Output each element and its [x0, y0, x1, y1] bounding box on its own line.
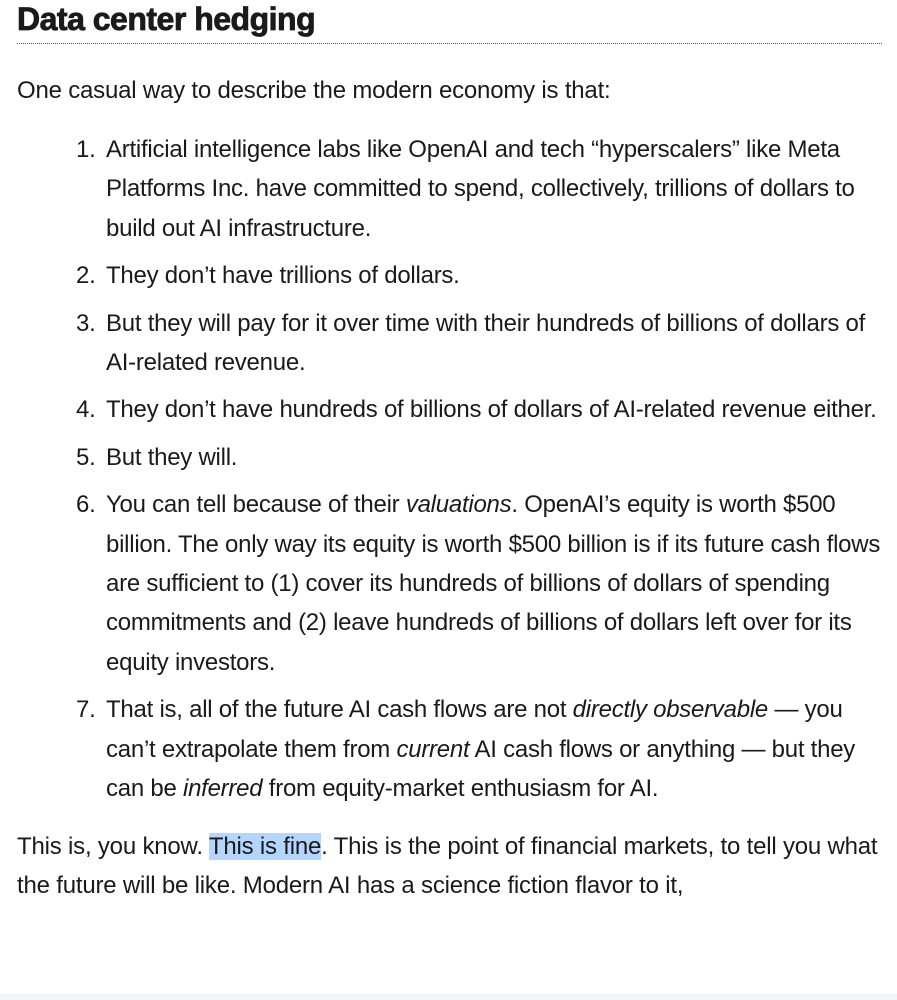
list-item-text: Artificial intelligence labs like OpenAI and tech “hyperscalers” like Meta Platforms Inc. have committed to spend, collectively, trillions of dollars to build out AI infrastructure. — [106, 136, 855, 242]
text-run: — you can’t extrapolate them from — [106, 696, 843, 763]
list-item-text — [106, 696, 855, 802]
bottom-edge — [0, 994, 897, 1000]
title-divider — [17, 43, 882, 44]
article-body — [17, 0, 882, 905]
list-number: 7. — [76, 696, 96, 724]
list-number: 2. — [76, 262, 96, 290]
text-run: That is, all of the future AI cash flows are not — [106, 696, 573, 724]
section-title: Data center hedging — [17, 1, 316, 37]
text-run: You can tell because of their — [106, 491, 406, 519]
text-run: This is, you know. — [17, 832, 209, 860]
list-number: 3. — [76, 309, 96, 337]
list-item — [17, 438, 882, 477]
list-item — [17, 304, 882, 383]
selected-text-highlight[interactable]: This is fine — [208, 832, 322, 860]
list-item — [17, 130, 882, 248]
list-number: 4. — [76, 396, 96, 424]
intro-paragraph: One casual way to describe the modern economy is that: — [17, 77, 611, 104]
list-item-text: But they will. — [106, 443, 238, 471]
following-paragraph — [17, 827, 882, 905]
text-run: from equity-market enthusiasm for AI. — [262, 775, 659, 803]
list-number: 5. — [76, 443, 96, 471]
emphasis-inferred: inferred — [182, 775, 263, 803]
list-number: 1. — [76, 136, 96, 163]
emphasis-current: current — [396, 735, 470, 763]
numbered-list — [17, 130, 882, 809]
list-item — [17, 390, 882, 429]
list-item — [17, 690, 882, 808]
emphasis-valuations: valuations — [405, 491, 512, 519]
list-item-text: They don’t have hundreds of billions of dollars of AI-related revenue either. — [106, 396, 877, 424]
emphasis-directly-observable: directly observable — [572, 696, 769, 724]
list-item-text: They don’t have trillions of dollars. — [106, 262, 460, 290]
text-run: . This is the point of financial markets, to tell you what the future will be like. Modern AI has a science fiction flavor to it, — [17, 832, 878, 899]
text-run: . OpenAI’s equity is worth $500 billion. The only way its equity is worth $500 billion is if its future cash flows are sufficient to (1) cover its hundreds of billions of dollars of spending commitments and (2) leave hundreds of billions of dollars left over for its equity investors. — [106, 491, 881, 676]
text-run: AI cash flows or anything — but they can be — [106, 735, 856, 803]
list-number: 6. — [76, 491, 96, 519]
list-item-text — [106, 491, 880, 676]
list-item — [17, 256, 882, 295]
list-item-text: But they will pay for it over time with their hundreds of billions of dollars of AI-related revenue. — [106, 309, 866, 377]
list-item — [17, 485, 882, 682]
